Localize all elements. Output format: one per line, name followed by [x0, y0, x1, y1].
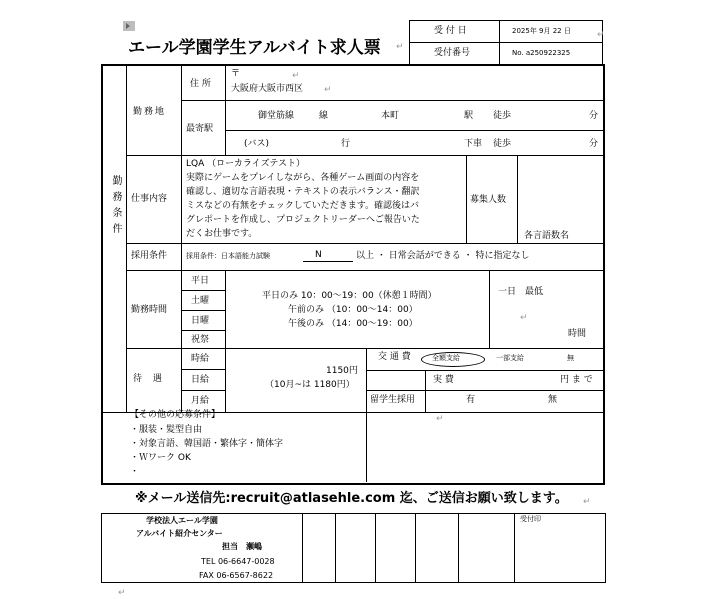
- requirement-prefix: 採用条件：日本語能力試験: [186, 252, 270, 260]
- footer-org-2: アルバイト紹介センター: [136, 529, 223, 538]
- footer-contact: 担当 瀬嶋: [222, 542, 262, 551]
- other-header: 【その他の応募条件】: [130, 410, 221, 420]
- bus-minutes-suffix: 分: [589, 139, 599, 149]
- pay-hourly[interactable]: 時給: [191, 354, 210, 364]
- workplace-label: 勤務地: [133, 107, 167, 117]
- page-title: エール学園学生アルバイト求人票: [128, 38, 381, 58]
- station-line[interactable]: 御堂筋線: [258, 111, 295, 121]
- station-suffix: 駅: [464, 111, 474, 121]
- day-sunday[interactable]: 日曜: [191, 316, 210, 326]
- intl-yes[interactable]: 有: [466, 395, 476, 405]
- transport-full[interactable]: 全額支給: [432, 354, 460, 362]
- headcount-label: 募集人数: [470, 195, 507, 205]
- hours-line-3[interactable]: 午後のみ （14：00～19：00）: [288, 319, 418, 329]
- line-suffix: 線: [319, 111, 329, 121]
- job-line-1[interactable]: 実際にゲームをプレイしながら、各種ゲーム画面の内容を: [186, 173, 420, 183]
- bus-walk: 徒歩: [493, 139, 512, 149]
- bus-label: (バス): [244, 139, 270, 149]
- requirement-level[interactable]: N: [315, 250, 322, 260]
- sidebar-label: 勤務条件: [110, 175, 121, 239]
- address-value[interactable]: 大阪府大阪市西区: [231, 84, 304, 94]
- station-label: 最寄駅: [186, 124, 214, 134]
- hours-suffix: 時間: [568, 329, 587, 339]
- pay-amount-note[interactable]: （10月~は 1180円）: [265, 380, 355, 390]
- actual-suffix: 円 ま で: [560, 375, 593, 385]
- hours-line-1[interactable]: 平日のみ 10：00～19：00（休憩１時間）: [262, 291, 437, 301]
- footer-org-1: 学校法人エール学園: [146, 516, 218, 525]
- pay-daily[interactable]: 日給: [191, 375, 210, 385]
- minutes-suffix: 分: [589, 111, 599, 121]
- intl-label: 留学生採用: [370, 395, 416, 405]
- station-name[interactable]: 本町: [381, 111, 400, 121]
- job-line-5[interactable]: だくお仕事です。: [186, 229, 258, 239]
- footer-fax: FAX 06-6567-8622: [199, 571, 274, 580]
- job-line-4[interactable]: グレポートを作成し、プロジェクトリーダーへご報告いた: [186, 215, 420, 225]
- anchor-icon-arrow: [126, 23, 130, 29]
- actual-label: 実 費: [433, 375, 454, 385]
- receipt-number-label: 受付番号: [434, 48, 471, 58]
- hours-per-day: 一日 最低: [498, 287, 544, 297]
- email-notice: ※メール送信先:recruit@atlasehle.com 迄、ご送信お願い致します。: [135, 491, 568, 506]
- address-label: 住 所: [190, 79, 211, 89]
- job-title[interactable]: LQA （ローカライズテスト）: [186, 159, 306, 169]
- headcount-note[interactable]: 各言語数名: [524, 231, 570, 241]
- bus-bound: 行: [341, 139, 351, 149]
- job-line-2[interactable]: 確認し、適切な言語表現・テキストの表示バランス・翻訳: [186, 187, 420, 197]
- bus-getoff: 下車: [464, 139, 483, 149]
- transport-none[interactable]: 無: [567, 354, 574, 362]
- hours-label: 勤務時間: [131, 305, 168, 315]
- postal-mark: 〒: [231, 69, 241, 79]
- job-label: 仕事内容: [131, 194, 168, 204]
- footer-tel: TEL 06-6647-0028: [201, 557, 275, 566]
- pay-amount[interactable]: 1150円: [326, 366, 358, 376]
- stamp-label: 受付印: [520, 515, 541, 523]
- other-item-3[interactable]: ・Ｗワーク OK: [130, 453, 191, 463]
- receipt-number-value[interactable]: No. a250922325: [512, 49, 571, 57]
- receipt-date-label: 受 付 日: [434, 26, 467, 36]
- day-holiday[interactable]: 祝祭: [191, 335, 210, 345]
- paragraph-mark-icon: ↵: [396, 42, 404, 52]
- other-item-4[interactable]: ・: [130, 467, 140, 477]
- job-form: [101, 64, 605, 485]
- transport-partial[interactable]: 一部支給: [496, 354, 524, 362]
- day-saturday[interactable]: 土曜: [191, 296, 210, 306]
- day-weekday[interactable]: 平日: [191, 276, 210, 286]
- pay-label: 待 遇: [133, 374, 166, 384]
- transport-label: 交 通 費: [378, 352, 411, 362]
- intl-no[interactable]: 無: [548, 395, 558, 405]
- walk-label: 徒歩: [493, 111, 512, 121]
- job-line-3[interactable]: ミスなどの有無をチェックしていただきます。確認後はバ: [186, 201, 420, 211]
- other-item-2[interactable]: ・対象言語、韓国語・繁体字・簡体字: [130, 439, 284, 449]
- other-item-1[interactable]: ・服装・髪型自由: [130, 425, 203, 435]
- requirement-suffix: 以上 ・ 日常会話ができる ・ 特に指定なし: [356, 251, 530, 261]
- pay-monthly[interactable]: 月給: [191, 396, 210, 406]
- receipt-date-value[interactable]: 2025年 9月 22 日: [512, 27, 571, 35]
- hours-line-2[interactable]: 午前のみ （10：00～14：00）: [288, 305, 418, 315]
- requirement-label: 採用条件: [131, 251, 168, 261]
